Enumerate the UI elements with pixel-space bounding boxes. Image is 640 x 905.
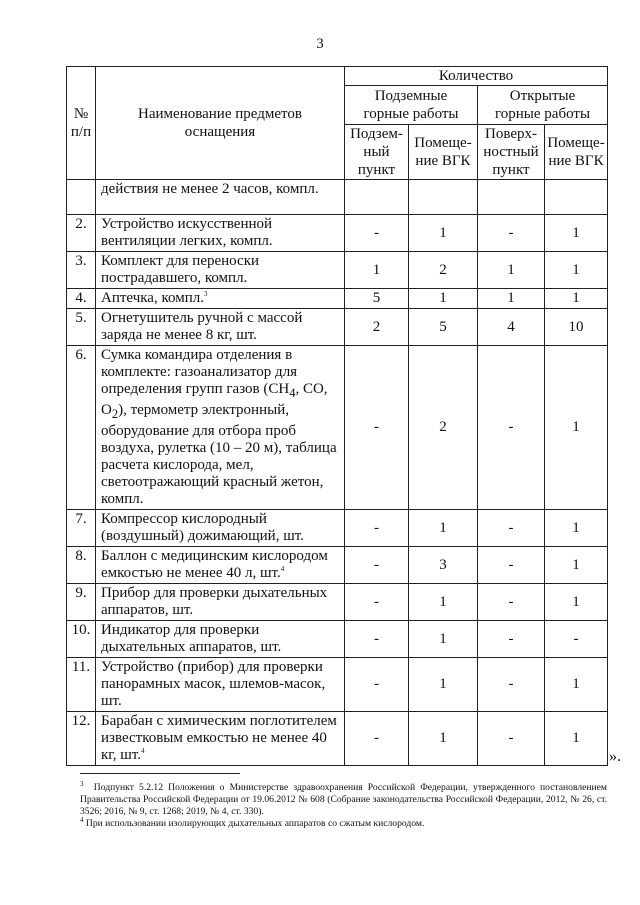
row-value: - (478, 584, 545, 621)
footnote-mark: 3 (80, 779, 84, 788)
row-value: 1 (545, 289, 608, 309)
row-name: Компрессор кислородный (воздушный) дожимающий, шт. (96, 510, 345, 547)
row-value: 1 (545, 658, 608, 712)
row-value: 1 (478, 252, 545, 289)
row-value: 1 (545, 252, 608, 289)
row-value: - (345, 510, 409, 547)
header-quantity: Количество (345, 67, 608, 86)
row-value: 2 (345, 309, 409, 346)
row-num: 12. (67, 712, 96, 766)
row-value: - (345, 621, 409, 658)
row-value: - (345, 584, 409, 621)
table-row (67, 215, 608, 252)
header-underground-point: Подзем-ный пункт (345, 125, 409, 180)
row-value: - (345, 346, 409, 510)
row-name: Устройство искусственной вентиляции легких, компл. (96, 215, 345, 252)
row-value: 1 (409, 621, 478, 658)
row-value: - (345, 215, 409, 252)
row-name: Баллон с медицинским кислородом емкостью не менее 40 л, шт.$^4$ (96, 547, 345, 584)
footnote-divider (80, 773, 240, 774)
row-value: - (478, 510, 545, 547)
row-value: 1 (409, 510, 478, 547)
footnote: $^4$ При использовании изолирующих дыхательных аппаратов со сжатым кислородом. (80, 815, 425, 829)
header-name: Наименование предметов оснащения (96, 67, 345, 180)
row-name: действия не менее 2 часов, компл. (96, 180, 345, 215)
row-value: 1 (409, 712, 478, 766)
row-name: Барабан с химическим поглотителем известковым емкостью не менее 40 кг, шт.$^4$ (96, 712, 345, 766)
row-num: 6. (67, 346, 96, 510)
row-value: 1 (545, 215, 608, 252)
header-open-pit-vgk-room: Помеще-ние ВГК (545, 125, 608, 180)
row-num: 2. (67, 215, 96, 252)
row-value: 5 (409, 309, 478, 346)
row-value: - (478, 621, 545, 658)
row-value: - (545, 621, 608, 658)
table-row (67, 547, 608, 584)
row-value: 1 (409, 658, 478, 712)
header-underground: Подземные горные работы (345, 86, 478, 125)
equipment-table (66, 66, 608, 766)
row-value: 2 (409, 252, 478, 289)
row-name: Комплект для переноски пострадавшего, компл. (96, 252, 345, 289)
header-underground-vgk-room: Помеще-ние ВГК (409, 125, 478, 180)
footnote: $^3$ Подпункт 5.2.12 Положения о Министерстве здравоохранения Российской Федерации, утвержденного постановлением Правительства Российской Федерации от 19.06.2012 № 608 (Собрание законодательства Российской Федерации, 2012, № 26, ст. 3526; 2016, № 9, ст. 1268; 2019, № 4, ст. 330). (80, 779, 607, 817)
row-value: 4 (478, 309, 545, 346)
row-value: - (478, 712, 545, 766)
row-name: Сумка командира отделения в комплекте: газоанализатор для определения групп газов ($СН_4$, СО, $О_2$), термометр электронный, оборудование для отбора проб воздуха, рулетка (10 – 20 м), таблица расчета кислорода, мел, светоотражающий красный жетон, компл. (96, 346, 345, 510)
footnote-ref: 4 (140, 747, 145, 755)
row-value: 1 (545, 584, 608, 621)
row-num: 8. (67, 547, 96, 584)
row-value: 1 (345, 252, 409, 289)
row-value: 1 (409, 289, 478, 309)
header-surface-point: Поверх-ностный пункт (478, 125, 545, 180)
table-row (67, 289, 608, 309)
footnotes (80, 779, 607, 830)
row-value: 1 (478, 289, 545, 309)
row-num: 4. (67, 289, 96, 309)
row-value: 2 (409, 346, 478, 510)
row-value: - (478, 346, 545, 510)
row-value: 1 (545, 510, 608, 547)
row-value: 1 (545, 346, 608, 510)
table-row (67, 510, 608, 547)
row-value: - (345, 658, 409, 712)
row-value: 10 (545, 309, 608, 346)
row-num: 5. (67, 309, 96, 346)
row-value: 1 (545, 547, 608, 584)
row-value: - (478, 215, 545, 252)
row-num: 9. (67, 584, 96, 621)
table-row (67, 621, 608, 658)
row-name: Аптечка, компл.$^3$ (96, 289, 345, 309)
row-value: - (478, 547, 545, 584)
row-name: Индикатор для проверки дыхательных аппаратов, шт. (96, 621, 345, 658)
row-value: 3 (409, 547, 478, 584)
row-num: 3. (67, 252, 96, 289)
row-name: Прибор для проверки дыхательных аппаратов, шт. (96, 584, 345, 621)
table-row (67, 584, 608, 621)
row-name: Огнетушитель ручной с массой заряда не менее 8 кг, шт. (96, 309, 345, 346)
row-value: - (478, 658, 545, 712)
row-name: Устройство (прибор) для проверки панорамных масок, шлемов-масок, шт. (96, 658, 345, 712)
footnote-ref: 3 (203, 290, 208, 298)
footnote-mark: 4 (80, 815, 84, 824)
footnote-ref: 4 (280, 565, 285, 573)
row-num: 11. (67, 658, 96, 712)
row-value: - (345, 547, 409, 584)
row-num: 7. (67, 510, 96, 547)
row-value: 1 (409, 584, 478, 621)
row-value: 1 (409, 215, 478, 252)
table-row (67, 658, 608, 712)
row-value: 5 (345, 289, 409, 309)
row-num: 10. (67, 621, 96, 658)
row-value: - (345, 712, 409, 766)
page-number: 3 (316, 36, 324, 52)
table-row (67, 180, 608, 215)
row-num (67, 180, 96, 215)
table-row (67, 346, 608, 510)
header-open-pit: Открытые горные работы (478, 86, 608, 125)
row-value: 1 (545, 712, 608, 766)
table-row (67, 712, 608, 766)
header-num: № п/п (67, 67, 96, 180)
closing-quote: ». (609, 748, 621, 765)
table-row (67, 252, 608, 289)
table-row (67, 309, 608, 346)
